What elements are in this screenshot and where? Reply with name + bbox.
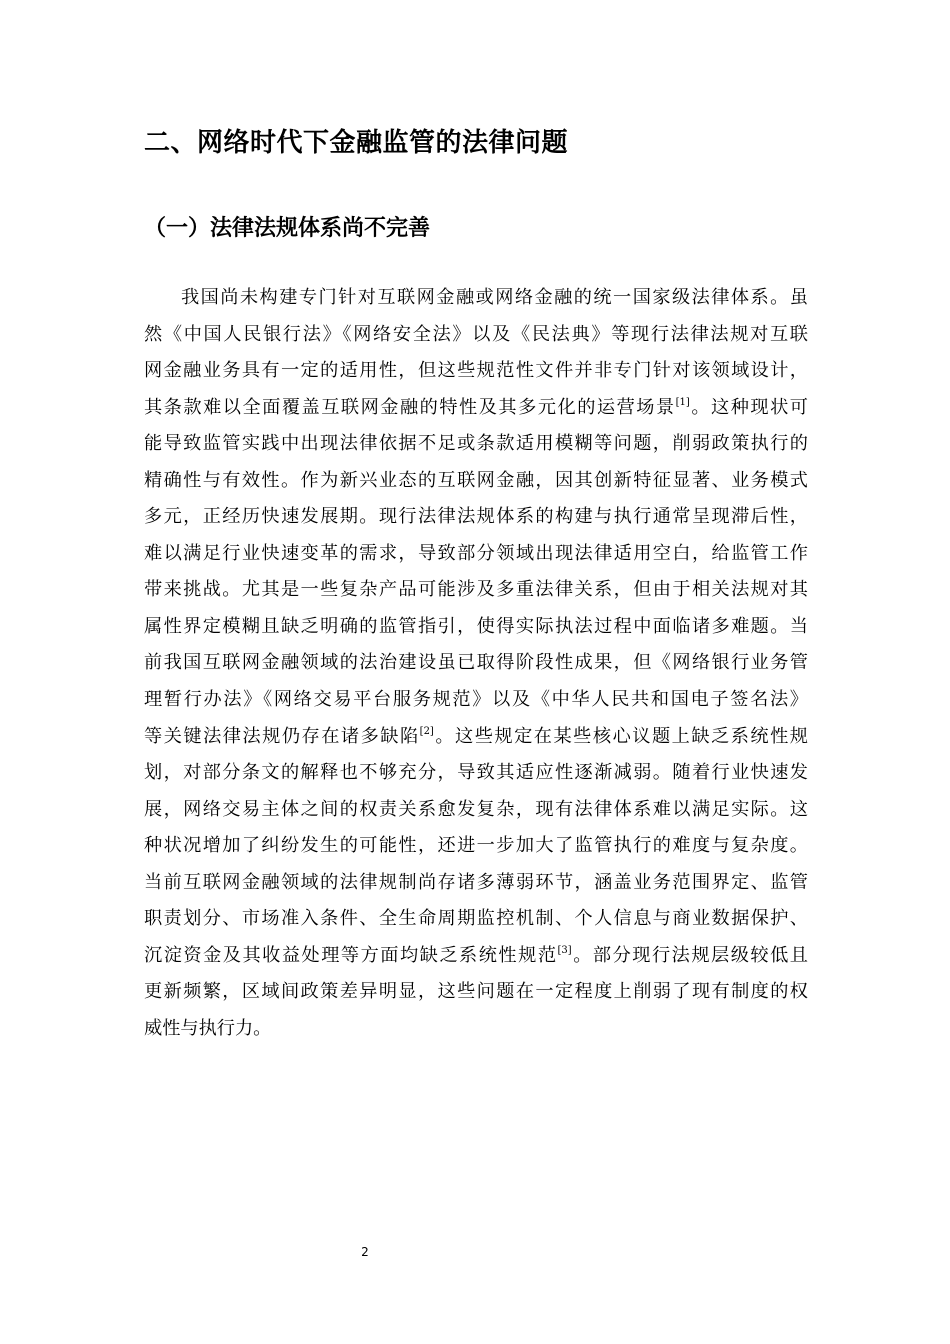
paragraph-text: 网金融业务具有一定的适用性，但这些规范性文件并非专门针对该领域设计， [144,360,808,382]
paragraph-line [144,536,808,573]
paragraph-line [144,1011,808,1048]
paragraph-line [144,901,808,938]
paragraph-text: 然《中国人民银行法》《网络安全法》以及《民法典》等现行法律法规对互联 [144,323,808,345]
body-paragraph [144,280,808,1047]
paragraph-line [144,719,808,756]
paragraph-text: 更新频繁，区域间政策差异明显，这些问题在一定程度上削弱了现有制度的权 [144,981,808,1003]
paragraph-text: 我国尚未构建专门针对互联网金融或网络金融的统一国家级法律体系。虽 [181,287,808,308]
paragraph-line [144,755,808,792]
chapter-title: 二、网络时代下金融监管的法律问题 [144,128,569,158]
paragraph-text: 沉淀资金及其收益处理等方面均缺乏系统性规范 [144,944,558,966]
paragraph-text: 种状况增加了纠纷发生的可能性，还进一步加大了监管执行的难度与复杂度。 [144,835,808,857]
page-number: 2 [361,1245,369,1259]
paragraph-line [144,974,808,1011]
paragraph-line [144,938,808,975]
paragraph-text: 。这些规定在某些核心议题上缺乏系统性规 [433,725,808,747]
paragraph-text: 带来挑战。尤其是一些复杂产品可能涉及多重法律关系，但由于相关法规对其 [144,579,808,601]
paragraph-text: 精确性与有效性。作为新兴业态的互联网金融，因其创新特征显著、业务模式 [144,469,808,491]
citation-reference: [1] [675,396,690,408]
paragraph-line [144,280,808,317]
paragraph-text: 难以满足行业快速变革的需求，导致部分领域出现法律适用空白，给监管工作 [144,542,808,564]
paragraph-text: 前我国互联网金融领域的法治建设虽已取得阶段性成果，但《网络银行业务管 [144,652,808,674]
paragraph-text: 理暂行办法》《网络交易平台服务规范》以及《中华人民共和国电子签名法》 [144,689,808,711]
paragraph-line [144,317,808,354]
citation-reference: [2] [419,725,434,737]
paragraph-line [144,390,808,427]
paragraph-text: 展，网络交易主体之间的权责关系愈发复杂，现有法律体系难以满足实际。这 [144,798,808,820]
paragraph-line [144,645,808,682]
paragraph-line [144,499,808,536]
paragraph-line [144,865,808,902]
paragraph-text: 职责划分、市场准入条件、全生命周期监控机制、个人信息与商业数据保护、 [144,908,808,930]
section-title: （一）法律法规体系尚不完善 [144,216,431,241]
paragraph-line [144,609,808,646]
citation-reference: [3] [557,944,572,956]
paragraph-line [144,353,808,390]
paragraph-line [144,572,808,609]
paragraph-text: 划，对部分条文的解释也不够充分，导致其适应性逐渐减弱。随着行业快速发 [144,762,808,784]
paragraph-text: 当前互联网金融领域的法律规制尚存诸多薄弱环节，涵盖业务范围界定、监管 [144,871,808,893]
paragraph-text: 属性界定模糊且缺乏明确的监管指引，使得实际执法过程中面临诸多难题。当 [144,615,808,637]
paragraph-text: 。部分现行法规层级较低且 [571,944,808,966]
paragraph-text: 等关键法律法规仍存在诸多缺陷 [144,725,420,747]
paragraph-text: 其条款难以全面覆盖互联网金融的特性及其多元化的运营场景 [144,396,676,418]
paragraph-line [144,792,808,829]
paragraph-line [144,426,808,463]
paragraph-text: 多元，正经历快速发展期。现行法律法规体系的构建与执行通常呈现滞后性， [144,506,808,528]
paragraph-text: 威性与执行力。 [144,1017,272,1039]
paragraph-line [144,828,808,865]
paragraph-text: 。这种现状可 [689,396,808,418]
paragraph-line [144,463,808,500]
paragraph-text: 能导致监管实践中出现法律依据不足或条款适用模糊等问题，削弱政策执行的 [144,433,808,455]
paragraph-line [144,682,808,719]
